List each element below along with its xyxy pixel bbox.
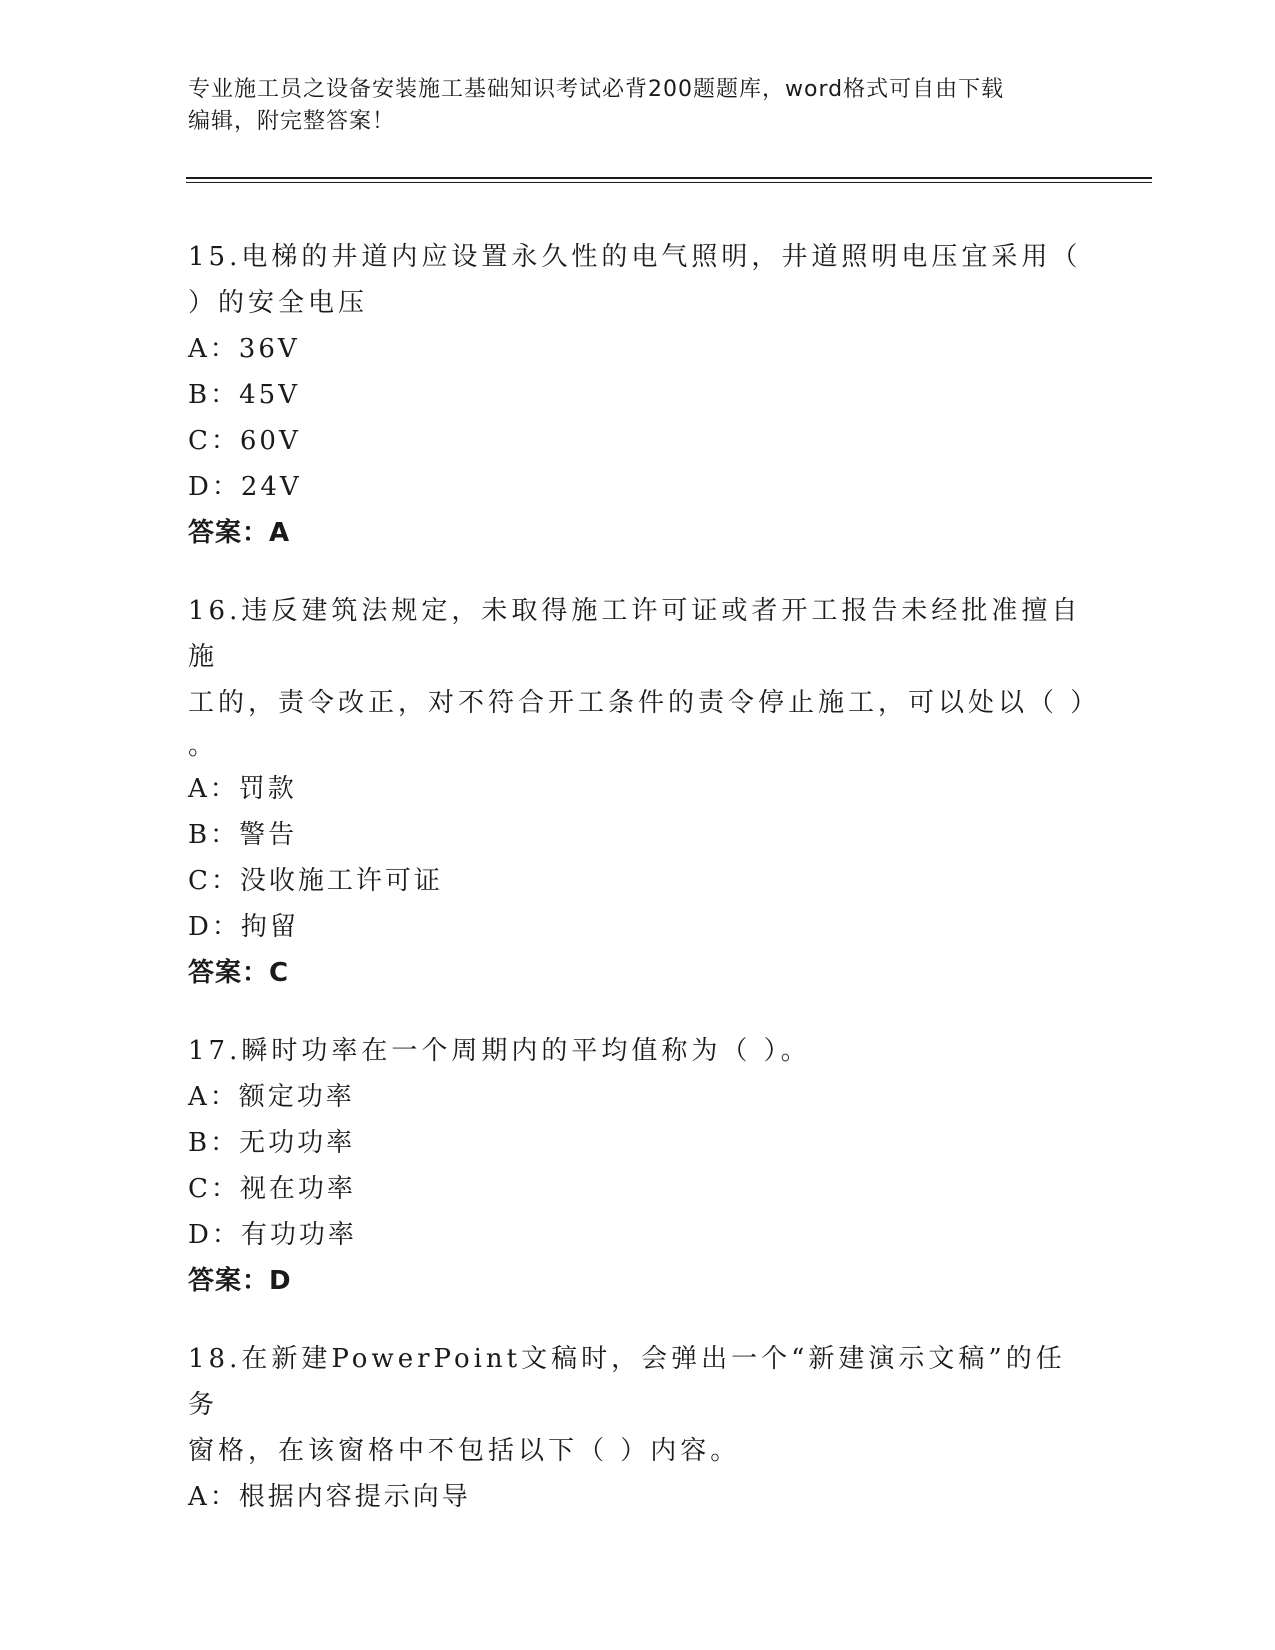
option-a: A：根据内容提示向导	[188, 1482, 471, 1512]
header-divider-thick	[186, 177, 1152, 179]
header-line-1: 专业施工员之设备安装施工基础知识考试必背200题题库，word格式可自由下载	[188, 77, 1005, 102]
header-divider-thin	[186, 182, 1152, 183]
question-18	[188, 1336, 1088, 1520]
option-a: A：36V	[188, 334, 300, 364]
option-a: A：额定功率	[188, 1082, 355, 1112]
option-c: C：视在功率	[188, 1174, 356, 1204]
question-text-line: 工的，责令改正，对不符合开工条件的责令停止施工，可以处以（ ）	[188, 688, 1101, 718]
header-line-2: 编辑，附完整答案！	[188, 109, 396, 134]
question-16	[188, 588, 1101, 996]
option-d: D：24V	[188, 472, 302, 502]
question-text-line: 18.在新建PowerPoint文稿时，会弹出一个“新建演示文稿”的任务	[188, 1344, 1066, 1420]
option-c: C：没收施工许可证	[188, 866, 443, 896]
option-d: D：拘留	[188, 912, 299, 942]
question-text-line: 窗格，在该窗格中不包括以下（ ）内容。	[188, 1436, 741, 1466]
question-text-line: 16.违反建筑法规定，未取得施工许可证或者开工报告未经批准擅自施	[188, 596, 1082, 672]
answer-text: 答案：C	[188, 958, 290, 988]
document-header	[188, 74, 1068, 138]
option-b: B：无功功率	[188, 1128, 356, 1158]
question-15	[188, 234, 1088, 556]
option-a: A：罚款	[188, 774, 297, 804]
question-text-line: 15.电梯的井道内应设置永久性的电气照明，井道照明电压宜采用（	[188, 242, 1082, 272]
question-text-line: ）的安全电压	[188, 288, 369, 318]
question-17	[188, 1028, 1088, 1304]
option-c: C：60V	[188, 426, 301, 456]
option-d: D：有功功率	[188, 1220, 357, 1250]
question-text-line: 。	[188, 731, 219, 761]
answer-text: 答案：A	[188, 518, 291, 548]
option-b: B：45V	[188, 380, 300, 410]
question-text-line: 17.瞬时功率在一个周期内的平均值称为（ ）。	[188, 1036, 811, 1066]
option-b: B：警告	[188, 820, 298, 850]
answer-text: 答案：D	[188, 1266, 292, 1296]
question-list	[188, 234, 1101, 1552]
